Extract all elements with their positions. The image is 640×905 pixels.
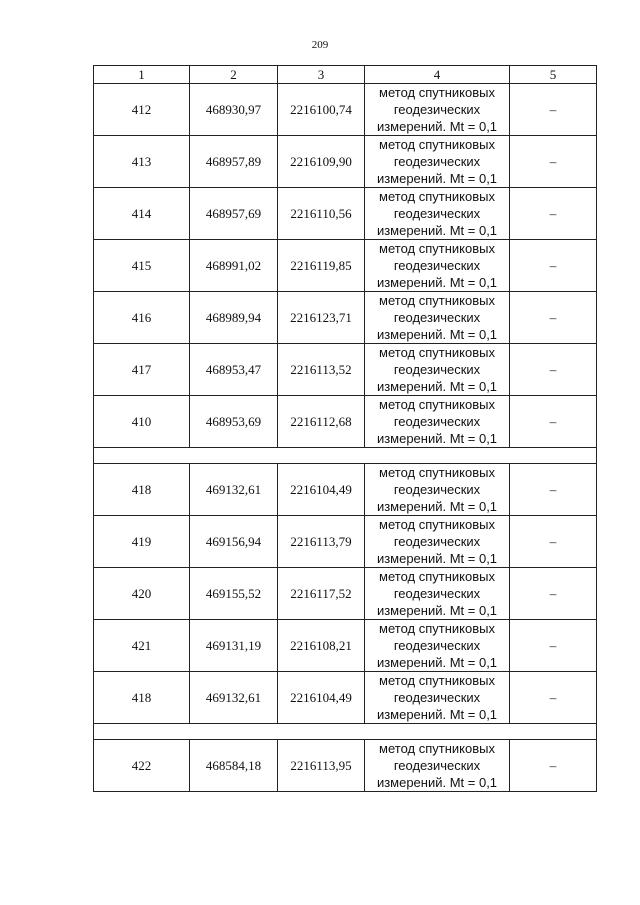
method-line: метод спутниковых (379, 517, 495, 532)
table-row (94, 396, 597, 448)
note-cell: – (510, 464, 597, 516)
method-line: метод спутниковых (379, 241, 495, 256)
y-coordinate-cell: 2216109,90 (278, 136, 365, 188)
table-row (94, 464, 597, 516)
method-cell (365, 240, 510, 292)
table-row (94, 516, 597, 568)
x-coordinate-cell: 468957,89 (190, 136, 278, 188)
method-line: геодезических (393, 758, 481, 773)
header-row (94, 66, 597, 84)
method-line: геодезических (393, 414, 481, 429)
point-number-cell: 422 (94, 740, 190, 792)
point-number-cell: 410 (94, 396, 190, 448)
group-separator-row (94, 724, 597, 740)
method-cell (365, 464, 510, 516)
note-cell: – (510, 136, 597, 188)
method-line: измерений. Mt = 0,1 (376, 431, 498, 446)
table-row (94, 620, 597, 672)
y-coordinate-cell: 2216110,56 (278, 188, 365, 240)
header-col-5: 5 (510, 66, 597, 84)
method-cell (365, 188, 510, 240)
method-line: метод спутниковых (379, 673, 495, 688)
method-line: измерений. Mt = 0,1 (376, 499, 498, 514)
method-cell (365, 292, 510, 344)
table-header (94, 66, 597, 84)
method-line: метод спутниковых (379, 569, 495, 584)
method-line: геодезических (393, 534, 481, 549)
point-number-cell: 418 (94, 464, 190, 516)
x-coordinate-cell: 468584,18 (190, 740, 278, 792)
method-line: метод спутниковых (379, 137, 495, 152)
y-coordinate-cell: 2216113,52 (278, 344, 365, 396)
method-line: метод спутниковых (379, 397, 495, 412)
method-line: геодезических (393, 310, 481, 325)
method-line: метод спутниковых (379, 465, 495, 480)
coordinates-table (93, 65, 597, 792)
table-row (94, 568, 597, 620)
point-number-cell: 413 (94, 136, 190, 188)
point-number-cell: 417 (94, 344, 190, 396)
table-row (94, 188, 597, 240)
note-cell: – (510, 672, 597, 724)
method-line: измерений. Mt = 0,1 (376, 655, 498, 670)
method-line: метод спутниковых (379, 293, 495, 308)
method-line: метод спутниковых (379, 621, 495, 636)
x-coordinate-cell: 468989,94 (190, 292, 278, 344)
point-number-cell: 415 (94, 240, 190, 292)
table-row (94, 136, 597, 188)
method-cell (365, 672, 510, 724)
method-line: измерений. Mt = 0,1 (376, 275, 498, 290)
y-coordinate-cell: 2216123,71 (278, 292, 365, 344)
y-coordinate-cell: 2216112,68 (278, 396, 365, 448)
point-number-cell: 420 (94, 568, 190, 620)
method-line: метод спутниковых (379, 741, 495, 756)
table-row (94, 344, 597, 396)
method-line: метод спутниковых (379, 345, 495, 360)
header-col-1: 1 (94, 66, 190, 84)
note-cell: – (510, 188, 597, 240)
group-separator-cell (94, 448, 597, 464)
method-line: геодезических (393, 258, 481, 273)
y-coordinate-cell: 2216108,21 (278, 620, 365, 672)
method-line: геодезических (393, 362, 481, 377)
table-row (94, 672, 597, 724)
y-coordinate-cell: 2216104,49 (278, 464, 365, 516)
note-cell: – (510, 344, 597, 396)
table-row (94, 240, 597, 292)
method-line: геодезических (393, 154, 481, 169)
method-line: измерений. Mt = 0,1 (376, 119, 498, 134)
x-coordinate-cell: 468953,69 (190, 396, 278, 448)
method-line: измерений. Mt = 0,1 (376, 775, 498, 790)
method-cell (365, 740, 510, 792)
point-number-cell: 414 (94, 188, 190, 240)
header-col-4: 4 (365, 66, 510, 84)
method-line: измерений. Mt = 0,1 (376, 223, 498, 238)
point-number-cell: 419 (94, 516, 190, 568)
note-cell: – (510, 620, 597, 672)
table-row (94, 292, 597, 344)
note-cell: – (510, 292, 597, 344)
method-line: метод спутниковых (379, 189, 495, 204)
x-coordinate-cell: 468957,69 (190, 188, 278, 240)
y-coordinate-cell: 2216119,85 (278, 240, 365, 292)
method-line: геодезических (393, 102, 481, 117)
point-number-cell: 418 (94, 672, 190, 724)
x-coordinate-cell: 468930,97 (190, 84, 278, 136)
table-body (94, 84, 597, 792)
method-line: геодезических (393, 638, 481, 653)
y-coordinate-cell: 2216113,95 (278, 740, 365, 792)
x-coordinate-cell: 469155,52 (190, 568, 278, 620)
method-cell (365, 344, 510, 396)
note-cell: – (510, 568, 597, 620)
x-coordinate-cell: 468991,02 (190, 240, 278, 292)
method-line: геодезических (393, 482, 481, 497)
method-line: метод спутниковых (379, 85, 495, 100)
method-line: измерений. Mt = 0,1 (376, 707, 498, 722)
method-line: измерений. Mt = 0,1 (376, 327, 498, 342)
x-coordinate-cell: 469132,61 (190, 464, 278, 516)
note-cell: – (510, 84, 597, 136)
x-coordinate-cell: 469156,94 (190, 516, 278, 568)
method-cell (365, 136, 510, 188)
method-cell (365, 396, 510, 448)
y-coordinate-cell: 2216100,74 (278, 84, 365, 136)
point-number-cell: 412 (94, 84, 190, 136)
method-line: геодезических (393, 690, 481, 705)
y-coordinate-cell: 2216117,52 (278, 568, 365, 620)
table-row (94, 740, 597, 792)
page-number: 209 (311, 39, 329, 51)
y-coordinate-cell: 2216113,79 (278, 516, 365, 568)
note-cell: – (510, 516, 597, 568)
y-coordinate-cell: 2216104,49 (278, 672, 365, 724)
point-number-cell: 416 (94, 292, 190, 344)
method-line: геодезических (393, 586, 481, 601)
method-line: измерений. Mt = 0,1 (376, 379, 498, 394)
method-cell (365, 568, 510, 620)
note-cell: – (510, 240, 597, 292)
x-coordinate-cell: 468953,47 (190, 344, 278, 396)
group-separator-row (94, 448, 597, 464)
note-cell: – (510, 740, 597, 792)
group-separator-cell (94, 724, 597, 740)
method-cell (365, 516, 510, 568)
method-cell (365, 84, 510, 136)
method-cell (365, 620, 510, 672)
note-cell: – (510, 396, 597, 448)
method-line: измерений. Mt = 0,1 (376, 551, 498, 566)
header-col-3: 3 (278, 66, 365, 84)
x-coordinate-cell: 469132,61 (190, 672, 278, 724)
x-coordinate-cell: 469131,19 (190, 620, 278, 672)
method-line: геодезических (393, 206, 481, 221)
method-line: измерений. Mt = 0,1 (376, 603, 498, 618)
header-col-2: 2 (190, 66, 278, 84)
point-number-cell: 421 (94, 620, 190, 672)
method-line: измерений. Mt = 0,1 (376, 171, 498, 186)
table-row (94, 84, 597, 136)
